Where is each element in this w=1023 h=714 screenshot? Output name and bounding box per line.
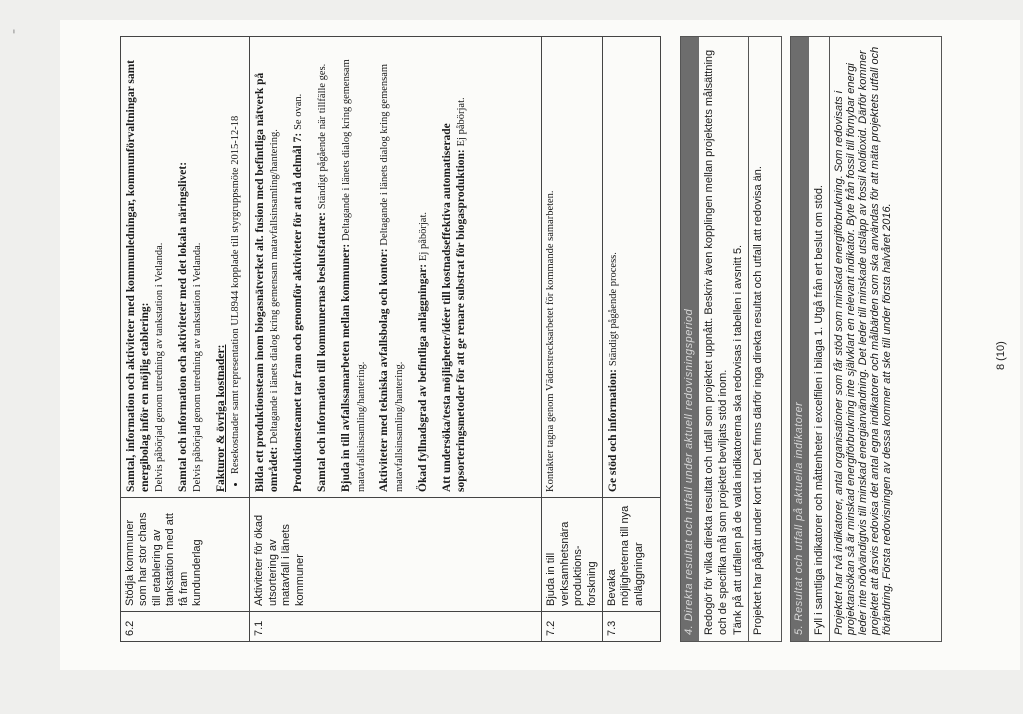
description-cell	[121, 37, 250, 498]
block-heading: Ge stöd och information:	[607, 369, 620, 492]
section-5-title: 5. Resultat och utfall på aktuella indikatorer	[791, 37, 809, 641]
costs-list	[230, 42, 243, 492]
activity-cell: Aktiviteter för ökad utsortering av matavfall i länets kommuner	[250, 498, 542, 612]
block-heading: Produktionsteamet tar fram och genomför aktiviteter för att nå delmål 7:	[292, 132, 305, 492]
row-number: 7.1	[250, 612, 542, 642]
table-row	[121, 37, 250, 642]
rotated-document-page	[60, 20, 1020, 670]
block-text: Ständigt pågående process.	[608, 252, 620, 367]
section-4-note: Tänk på att utfallen på de valda indikatorerna ska redovisas i tabellen i avsnitt 5.	[731, 244, 744, 635]
activity-cell: Bevaka möjligheterna till nya anläggningar	[603, 498, 661, 612]
block-text: Ständigt pågående när tillfälle ges.	[317, 63, 329, 210]
section-5-answer: Projektet har två indikatorer, antal organisationer som får stöd som minskad energiförbrukning. Som redovisats i projektansökan så är minskad energiförbrukning inte självklart en relevant indikator. Byte från fossil till förnybar energi leder inte nödvändigtvis till minskad energianvändning. Det leder till minskade utsläpp av fossil koldioxid. Därför kommer projektet att årsvis redovisa det antal egna indikatorer och målbärden som ska användas för att mäta projektets utfall och förändring. Första redovisningen av dessa kommer att ske till under första halvåret 2016.	[829, 37, 896, 641]
description-cell: Kontakter tagna genom Väderstrecksarbetet för kommande samarbeten.	[542, 37, 603, 498]
block-text: Deltagande i länets dialog kring gemensam matavfallsinsamling/hantering.	[340, 59, 367, 492]
block-heading: Bilda ett produktionsteam inom biogasnätverket alt. fusion med befintliga nätverk på området:	[254, 72, 281, 492]
table-row	[542, 37, 603, 642]
block-heading: Samtal och information och aktiviteter med det lokala näringslivet:	[176, 161, 189, 492]
costs-heading: Fakturor & övriga kostnader:	[214, 344, 227, 492]
activity-cell: Stödja kommuner som har stor chans till etablering av tankstation med att få fram kundunderlag	[121, 498, 250, 612]
table-row	[250, 37, 542, 642]
table-row	[603, 37, 661, 642]
block-heading: Aktiviteter med tekniska avfallsbolag och kontor:	[378, 248, 391, 492]
activity-cell: Bjuda in till verksamhetsnära produktions-forskning	[542, 498, 603, 612]
block-text: Deltagande i länets dialog kring gemensam matavfallsinsamling/hantering.	[269, 129, 281, 444]
row-number: 7.3	[603, 612, 661, 642]
activity-table	[120, 36, 661, 642]
page-number: 8 (10)	[995, 341, 1007, 370]
block-heading: Samtal, information och aktiviteter med kommunledningar, kommunförvaltningar samt energibolag inför en möjlig etablering:	[125, 59, 152, 492]
block-text: Deltagande i länets dialog kring gemensam matavfallsinsamling/hantering.	[379, 63, 406, 492]
block-heading: Att undersöka/testa möjligheter/idéer till kostnadseffektiva automatiserade sopsorteringsmetoder för att ge renare substrat för biogasproduktion:	[440, 123, 467, 492]
section-5-box	[790, 36, 942, 642]
row-number: 7.2	[542, 612, 603, 642]
section-4-title: 4. Direkta resultat och utfall under aktuell redovisningsperiod	[681, 37, 699, 641]
costs-item: • Resekostnader samt representation UL8944 kopplade till styrgruppsmöte 2015-12-18	[230, 42, 243, 474]
section-4-box	[680, 36, 782, 642]
description-cell	[603, 37, 661, 498]
block-heading: Ökad fyllnadsgrad av befintliga anläggningar:	[417, 263, 430, 492]
section-4-intro	[699, 37, 748, 641]
row-number: 6.2	[121, 612, 250, 642]
block-text: Se ovan.	[293, 93, 305, 130]
section-4-answer: Projektet har pågått under kort tid. Det finns därför inga direkta resultat och utfall att redovisa än.	[748, 37, 767, 641]
block-text: Delvis påbörjad genom utredning av tankstation i Vetlanda.	[154, 242, 166, 492]
section-5-intro: Fyll i samtliga indikatorer och måttenheter i excelfilen i bilaga 1. Utgå från ert beslut om stöd.	[813, 185, 825, 635]
block-text: Delvis påbörjad genom utredning av tankstation i Vetlanda.	[191, 242, 203, 492]
block-heading: Samtal och information till kommunernas beslutsfattare:	[316, 212, 329, 492]
section-4-intro-text: Redogör för vilka direkta resultat och utfall som projektet uppnått. Beskriv även kopplingen mellan projektets målsättning och de specifika mål som projektet beviljats stöd inom.	[703, 49, 730, 635]
scan-tick-mark: '	[12, 28, 16, 44]
block-text: Ej påbörjat.	[455, 97, 467, 147]
block-text: Ej påbörjat.	[418, 212, 430, 261]
description-cell	[250, 37, 542, 498]
block-heading: Bjuda in till avfallssamarbeten mellan kommuner:	[339, 243, 352, 492]
